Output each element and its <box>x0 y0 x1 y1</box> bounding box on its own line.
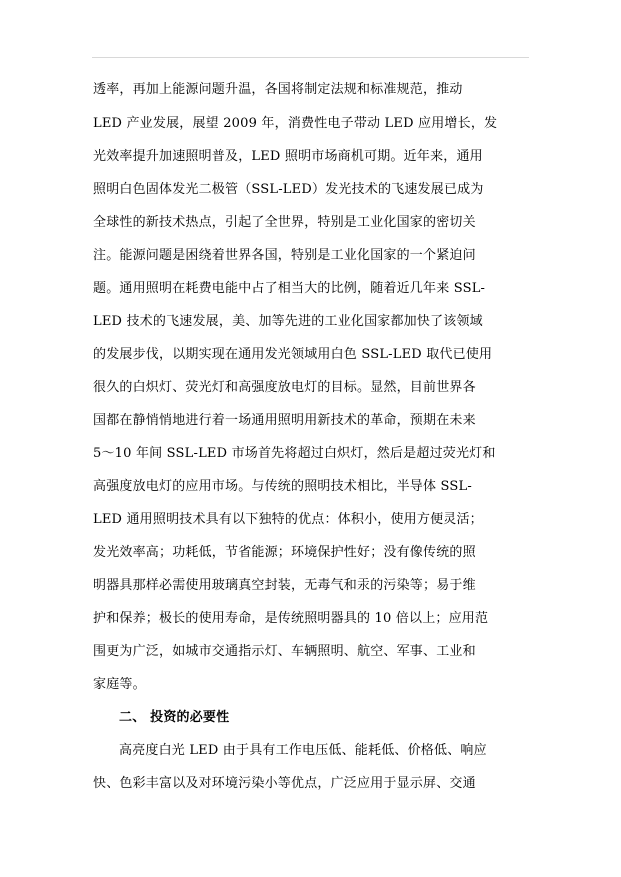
body-line-6: 注。能源问题是困绕着世界各国，特别是工业化国家的一个紧迫问 <box>93 248 476 263</box>
body-line-2: LED 产业发展，展望 2009 年，消费性电子带动 LED 应用增长，发 <box>93 116 498 131</box>
body-line-1: 透率，再加上能源问题升温，各国将制定法规和标准规范，推动 <box>93 82 463 97</box>
section-line-2: 快、色彩丰富以及对环境污染小等优点，广泛应用于显示屏、交通 <box>93 776 476 791</box>
body-line-9: 的发展步伐，以期实现在通用发光领域用白色 SSL-LED 取代已使用 <box>93 347 493 362</box>
body-line-14: LED 通用照明技术具有以下独特的优点：体积小，使用方便灵活； <box>93 512 483 527</box>
section-heading: 二、 投资的必要性 <box>119 710 230 725</box>
body-line-15: 发光效率高；功耗低，节省能源；环境保护性好；没有像传统的照 <box>93 545 476 560</box>
body-line-3: 光效率提升加速照明普及，LED 照明市场商机可期。近年来，通用 <box>93 149 483 164</box>
body-line-16: 明器具那样必需使用玻璃真空封装，无毒气和汞的污染等；易于维 <box>93 578 476 593</box>
body-line-7: 题。通用照明在耗费电能中占了相当大的比例，随着近几年来 SSL- <box>93 281 486 296</box>
body-line-10: 很久的白炽灯、荧光灯和高强度放电灯的目标。显然，目前世界各 <box>93 380 476 395</box>
body-line-4: 照明白色固体发光二极管（SSL-LED）发光技术的飞速发展已成为 <box>93 182 484 197</box>
body-line-11: 国都在静悄悄地进行着一场通用照明用新技术的革命，预期在未来 <box>93 413 476 428</box>
section-line-1: 高亮度白光 LED 由于具有工作电压低、能耗低、价格低、响应 <box>119 743 487 758</box>
body-line-13: 高强度放电灯的应用市场。与传统的照明技术相比，半导体 SSL- <box>93 479 472 494</box>
body-line-18: 围更为广泛，如城市交通指示灯、车辆照明、航空、军事、工业和 <box>93 644 476 659</box>
body-line-12: 5～10 年间 SSL-LED 市场首先将超过白炽灯，然后是超过荧光灯和 <box>93 446 496 461</box>
header-rule <box>92 57 529 58</box>
body-line-19: 家庭等。 <box>93 677 146 692</box>
body-line-17: 护和保养；极长的使用寿命，是传统照明器具的 10 倍以上；应用范 <box>93 611 489 626</box>
body-line-8: LED 技术的飞速发展，美、加等先进的工业化国家都加快了该领域 <box>93 314 483 329</box>
body-line-5: 全球性的新技术热点，引起了全世界，特别是工业化国家的密切关 <box>93 215 476 230</box>
